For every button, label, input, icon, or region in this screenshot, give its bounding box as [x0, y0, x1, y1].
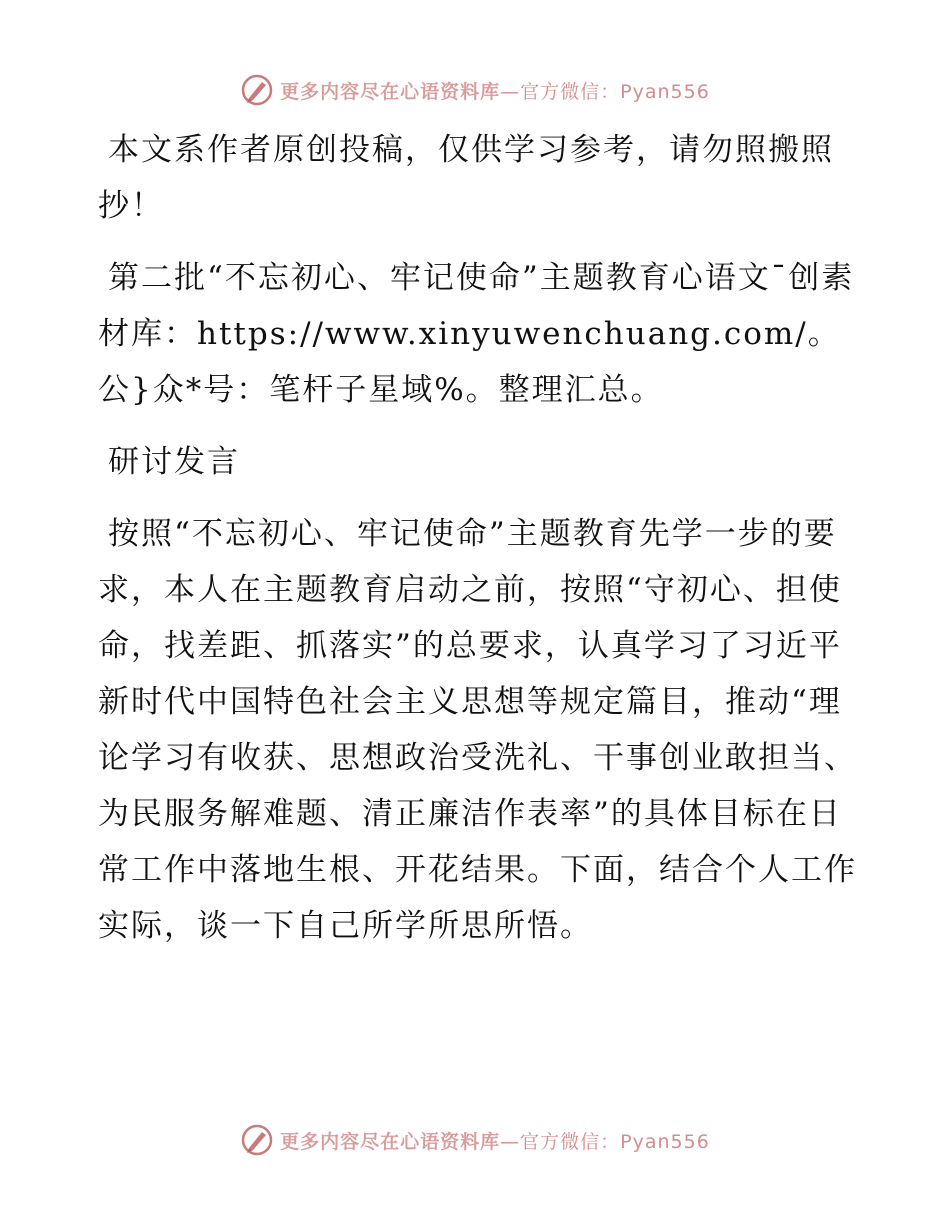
banner-text	[280, 1127, 710, 1154]
section-heading: 研讨发言	[108, 444, 240, 480]
banner-contact-text: —官方微信：Pyan556	[500, 1130, 710, 1153]
banner-site-text: 更多内容尽在心语资料库	[280, 80, 501, 103]
quill-pen-seal-icon	[240, 73, 274, 107]
document-body	[98, 122, 858, 954]
body-paragraph: 按照“不忘初心、牢记使命”主题教育先学一步的要求，本人在主题教育启动之前，按照“守初心、担使命，找差距、抓落实”的总要求，认真学习了习近平新时代中国特色社会主义思想等规定篇目，推动“理论学习有收获、思想政治受洗礼、干事创业敢担当、为民服务解难题、清正廉洁作表率”的具体目标在日常工作中落地生根、开花结果。下面，结合个人工作实际，谈一下自己所学所思所悟。	[98, 516, 857, 944]
copyright-notice: 本文系作者原创投稿，仅供学习参考，请勿照搬照抄！	[98, 132, 834, 224]
banner-contact-text: —官方微信：Pyan556	[500, 80, 710, 103]
banner-site-text: 更多内容尽在心语资料库	[280, 1130, 501, 1153]
quill-pen-seal-icon	[240, 1123, 274, 1157]
footer-watermark-banner	[0, 1120, 950, 1160]
source-note: 第二批“不忘初心、牢记使命”主题教育心语文¯创素材库：https://www.xinyuwenchuang.com/。公}众*号：笔杆子星域%。整理汇总。	[98, 260, 855, 408]
banner-text	[280, 77, 710, 104]
header-watermark-banner	[0, 70, 950, 110]
